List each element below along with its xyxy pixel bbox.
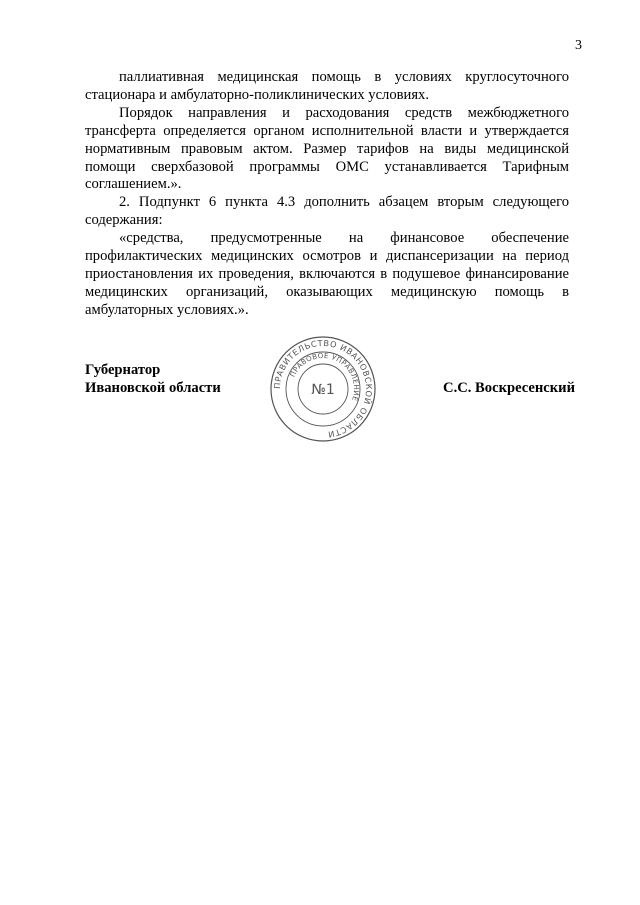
signature-block <box>85 337 575 472</box>
paragraph-3: 2. Подпункт 6 пункта 4.3 дополнить абзацем вторым следующего содержания: <box>85 194 569 229</box>
signatory-title-line-2: Ивановской области <box>85 379 221 396</box>
signatory-name: С.С. Воскресенский <box>443 380 575 396</box>
seal-center-number: №1 <box>311 382 335 398</box>
seal-outer-textpath: ПРАВИТЕЛЬСТВО ИВАНОВСКОЙ ОБЛАСТИ <box>271 337 375 440</box>
signatory-title-line-1: Губернатор <box>85 362 161 378</box>
official-seal-stamp <box>268 334 378 444</box>
paragraph-4: «средства, предусмотренные на финансовое обеспечение профилактических медицинских осмотров и диспансеризации на период приостановления их проведения, включаются в подушевое финансирование медицинских организаций, оказывающих медицинскую помощь в амбулаторных условиях.». <box>85 230 569 318</box>
document-body <box>85 69 569 320</box>
page-number: 3 <box>575 38 582 53</box>
paragraph-2: Порядок направления и расходования средств межбюджетного трансферта определяется органом исполнительной власти и утверждается нормативным правовым актом. Размер тарифов на виды медицинской помощи сверхбазовой программы ОМС устанавливается Тарифным соглашением.». <box>85 104 569 193</box>
paragraph-1: паллиативная медицинская помощь в условиях круглосуточного стационара и амбулаторно-поликлинических условиях. <box>85 69 569 103</box>
signatory-title <box>85 362 221 397</box>
seal-inner-textpath: ПРАВОВОЕ УПРАВЛЕНИЕ <box>288 351 361 403</box>
